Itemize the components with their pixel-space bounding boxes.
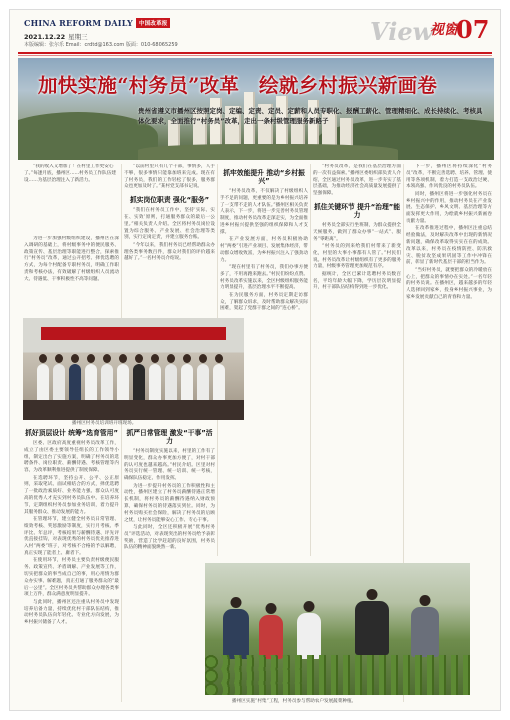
section-name-cn: 视窗	[430, 22, 458, 38]
paper-name: CHINA REFORM DAILY 中国改革报	[24, 18, 170, 28]
paragraph: “村务员改革，不仅解决了村级组织人手不足的问题，更重要的是为乡村振兴培养了一支带不走的人才队伍。”播州区相关负责人表示，下一步，将进一步完善村务员管理制度，推动村务员改革走深走实，为全面推进乡村振兴提供坚强的组织保障和人才支撑。	[220, 189, 308, 235]
section-heading: 抓牢效能提升 推动“乡村振兴”	[223, 169, 305, 185]
column-divider	[121, 164, 122, 702]
paragraph: 在产业发展方面，村务员积极协助村“两委”引进产业项目、发展集体经济，带动群众增收致富，为乡村振兴注入了强劲动力。	[220, 237, 308, 263]
paragraph: “村务员改革，是我们在基层治理方面的一次有益探索。”播州区委组织部负责人介绍，全区通过村务员改革，进一步夯实了基层基础，为推动经济社会高质量发展提供了坚强保障。	[313, 164, 401, 197]
paragraph: 在改革推进过程中，播州区注重总结经验做法，及时解决改革中出现的新情况新问题，确保改革取得实实在在的成效。改革以来，村务员在疫情防控、防汛救灾、脱贫攻坚成果巩固等工作中冲锋在前，彰显了新时代基层干部的担当作为。	[406, 226, 492, 266]
section-heading: 抓严日常管理 激发“干事”活力	[126, 429, 213, 445]
subheadline: 贵州省遵义市播州区按照定岗、定编、定责、定员、定薪和人员专职化、报酬工薪化、管理精细化、成长持续化、考核具体化要求，全面推行“村务员”改革，走出一条村级管理服务新路子	[138, 107, 483, 125]
paragraph: 为进一步加强村级组织建设，播州区在深入调研的基础上，将村级事务中的便民服务、政策宣传、基层治理等职能进行整合，探索推行“村务员”改革，通过公开招考、择优选聘的方式，为每个村配备专职村务员，明确工作职责和考核办法，有效破解了村级组织人员流动大、待遇低、干事积极性不高等问题。	[24, 236, 119, 282]
banner-photo	[18, 58, 494, 160]
paragraph: 在管理环节，建立健全村务员日常管理、绩效考核、奖惩激励等制度，实行月考核、季评比、年总评，考核结果与薪酬待遇、评先评优直接挂钩，对表现优秀的村务员优先推荐进入村“两委”班子，对考核不合格的予以解聘，真正实现了能者上、庸者下。	[24, 516, 119, 556]
paragraph: 在为民服务方面，村务员定期走访群众，了解群众诉求，及时帮助群众解决实际困难，架起了党群干群之间的“连心桥”。	[220, 292, 308, 312]
paragraph: 与此同时，播州区还注重从村务员中发现培养后备力量，持续优化村干部队伍结构，推动村务员队伍向年轻化、专业化方向发展，为乡村振兴储备了人才。	[24, 599, 119, 626]
paragraph: “村务员制度实施以来，村里的工作有了明显变化，群众办事更加方便了，对村干部的认可度也越来越高。”村民介绍。区里对村务员实行统一管理、统一培训、统一考核，确保队伍稳定、作用发挥。	[124, 449, 215, 482]
section-heading: 抓好顶层设计 统筹“选育管用”	[25, 429, 118, 437]
paragraph: 在使用环节，村务员主要负责村级便民服务、政策宣传、矛盾调解、产业发展等工作，切实把群众的事当成自己的事，用心用情为群众办实事、解难题，真正打通了服务群众的“最后一公里”。全区村务员共帮助群众办理各类事项上万件，群众满意度明显提升。	[24, 558, 119, 598]
paragraph: 在选聘环节，坚持公开、公平、公正原则，采取笔试、面试相结合的方式，择优选聘了一批政治素质好、业务能力强、群众认可度高的优秀人才充实到村务员队伍中。在培养环节，定期组织村务员参加业务培训，着力提升其服务群众、推动发展的能力。	[24, 475, 119, 515]
photo-caption: 播州区村务员培训班开班现场。	[72, 421, 137, 426]
headline: 加快实施“村务员”改革 绘就乡村振兴新画卷	[38, 74, 438, 97]
paragraph: “村务员的到来给我们村带来了新变化，村里的大事小事都有人管了。”村民们说。村务员改革让村级组织有了更多的服务力量，村级事务管理更加规范有序。	[313, 243, 401, 270]
paragraph: “现在村里有了村务员，我们办事方便多了，不用再跑来跑去。”村民们纷纷点赞。村务员改革实施以来，全区村级组织服务能力明显提升，基层治理水平不断提高。	[220, 264, 308, 291]
masthead-rule	[18, 52, 492, 54]
paragraph: 同时，播州区将进一步强化村务员在乡村振兴中的作用，推动村务员在产业发展、生态保护、乡风文明、基层治理等方面发挥更大作用，为绘就乡村振兴新画卷贡献力量。	[406, 191, 492, 224]
issue-date: 2021.12.22 星期三	[24, 33, 88, 41]
column-4	[313, 164, 401, 556]
paragraph: 据统计，全区已累计选聘村务员数百名，平均年龄大幅下降，学历层次明显提升，村干部队伍结构得到进一步优化。	[313, 271, 401, 291]
newspaper-page	[9, 9, 501, 711]
section-name-en: View	[370, 17, 434, 46]
paragraph: “以前村里只有几个干部，事情多，人手不够，很多事情只能靠加班来完成。现在有了村务员，我们的工作轻松了很多，服务群众也更加及时了。”某村党支部书记说。	[124, 164, 215, 190]
column-2-bottom	[124, 424, 215, 706]
editor-line: 本版编辑：张尔乐 Email：crdtd@163.com 版面：010-68065259	[24, 42, 178, 48]
paper-badge: 中国改革报	[136, 18, 171, 28]
column-divider	[310, 164, 311, 556]
paragraph: 村务员全部实行坐班制，为群众提供全天候服务，做到了群众办事“一站式”、服务“零距离”。	[313, 222, 401, 242]
paragraph: “今年以来，我们村务员已经帮助群众办理各类事务数百件，群众对我们的评价越来越好了。”一名村务员介绍说。	[124, 242, 215, 262]
paragraph: 下一步，播州区将持续深化“村务员”改革，不断完善选聘、培养、管理、使用等各项机制，着力打造一支政治过硬、本领高强、作风优良的村务员队伍。	[406, 164, 492, 190]
paragraph: “当好村务员，就要把群众的冷暖放在心上，把群众的事情办在实处。”一名年轻的村务员说。在播州区，越来越多的年轻人选择回到家乡，投身乡村振兴事业，为家乡发展贡献自己的青春和力量。	[406, 267, 492, 300]
section-heading: 抓住关键环节 提升“治理”能力	[313, 202, 401, 219]
meeting-photo	[23, 318, 244, 420]
page-number: 07	[456, 15, 490, 44]
weekday: 星期三	[68, 33, 88, 41]
lede-paragraph: “我的收入又增加了！在村里工作更安心了。”每逢月底，播州区……村务员工作队伍建设……为基层治理注入了新活力。	[24, 164, 116, 183]
paragraph: 与此同时，全区还积极开展“优秀村务员”评选活动，对表现突出的村务员给予表彰奖励，营造了比学赶超的良好氛围，村务员队伍的精神面貌焕然一新。	[124, 524, 215, 551]
section-heading: 抓实岗位职责 强化“服务”	[129, 196, 210, 205]
column-1-top	[24, 236, 119, 316]
fieldwork-photo	[205, 563, 470, 695]
photo-caption: 播州区实施“村集”工程，村务员参与帮助农户发展蔬菜种植。	[232, 699, 357, 704]
column-2	[124, 164, 215, 316]
paragraph: 区委、区政府高度重视村务员改革工作，成立了由区委主要领导任组长的工作领导小组，制定出台了实施方案，明确了村务员的选聘条件、岗位职责、薪酬待遇、考核管理等内容，为改革顺利推进提供了制度保障。	[24, 441, 119, 474]
masthead-rule-thin	[18, 55, 492, 56]
paragraph: 为进一步提升村务员的工作积极性和主动性，播州区建立了村务员薪酬待遇正常增长机制，将村务员的薪酬待遇纳入财政预算，确保村务员的待遇落实到位。同时，为村务员购买社会保险，解决了村务员的后顾之忧，让村务员能够安心工作、专心干事。	[124, 483, 215, 523]
paragraph: “我们在村务员工作中，坚持‘实际、实在、实效’原则，打通服务群众的最后一公里。”相关负责人介绍。全区将村务员岗位设置为综合服务、产业发展、社会治理等类别，实行定岗定责，并建立服务台账。	[124, 208, 215, 241]
article-lede	[24, 164, 119, 234]
column-1-bottom	[24, 424, 119, 706]
